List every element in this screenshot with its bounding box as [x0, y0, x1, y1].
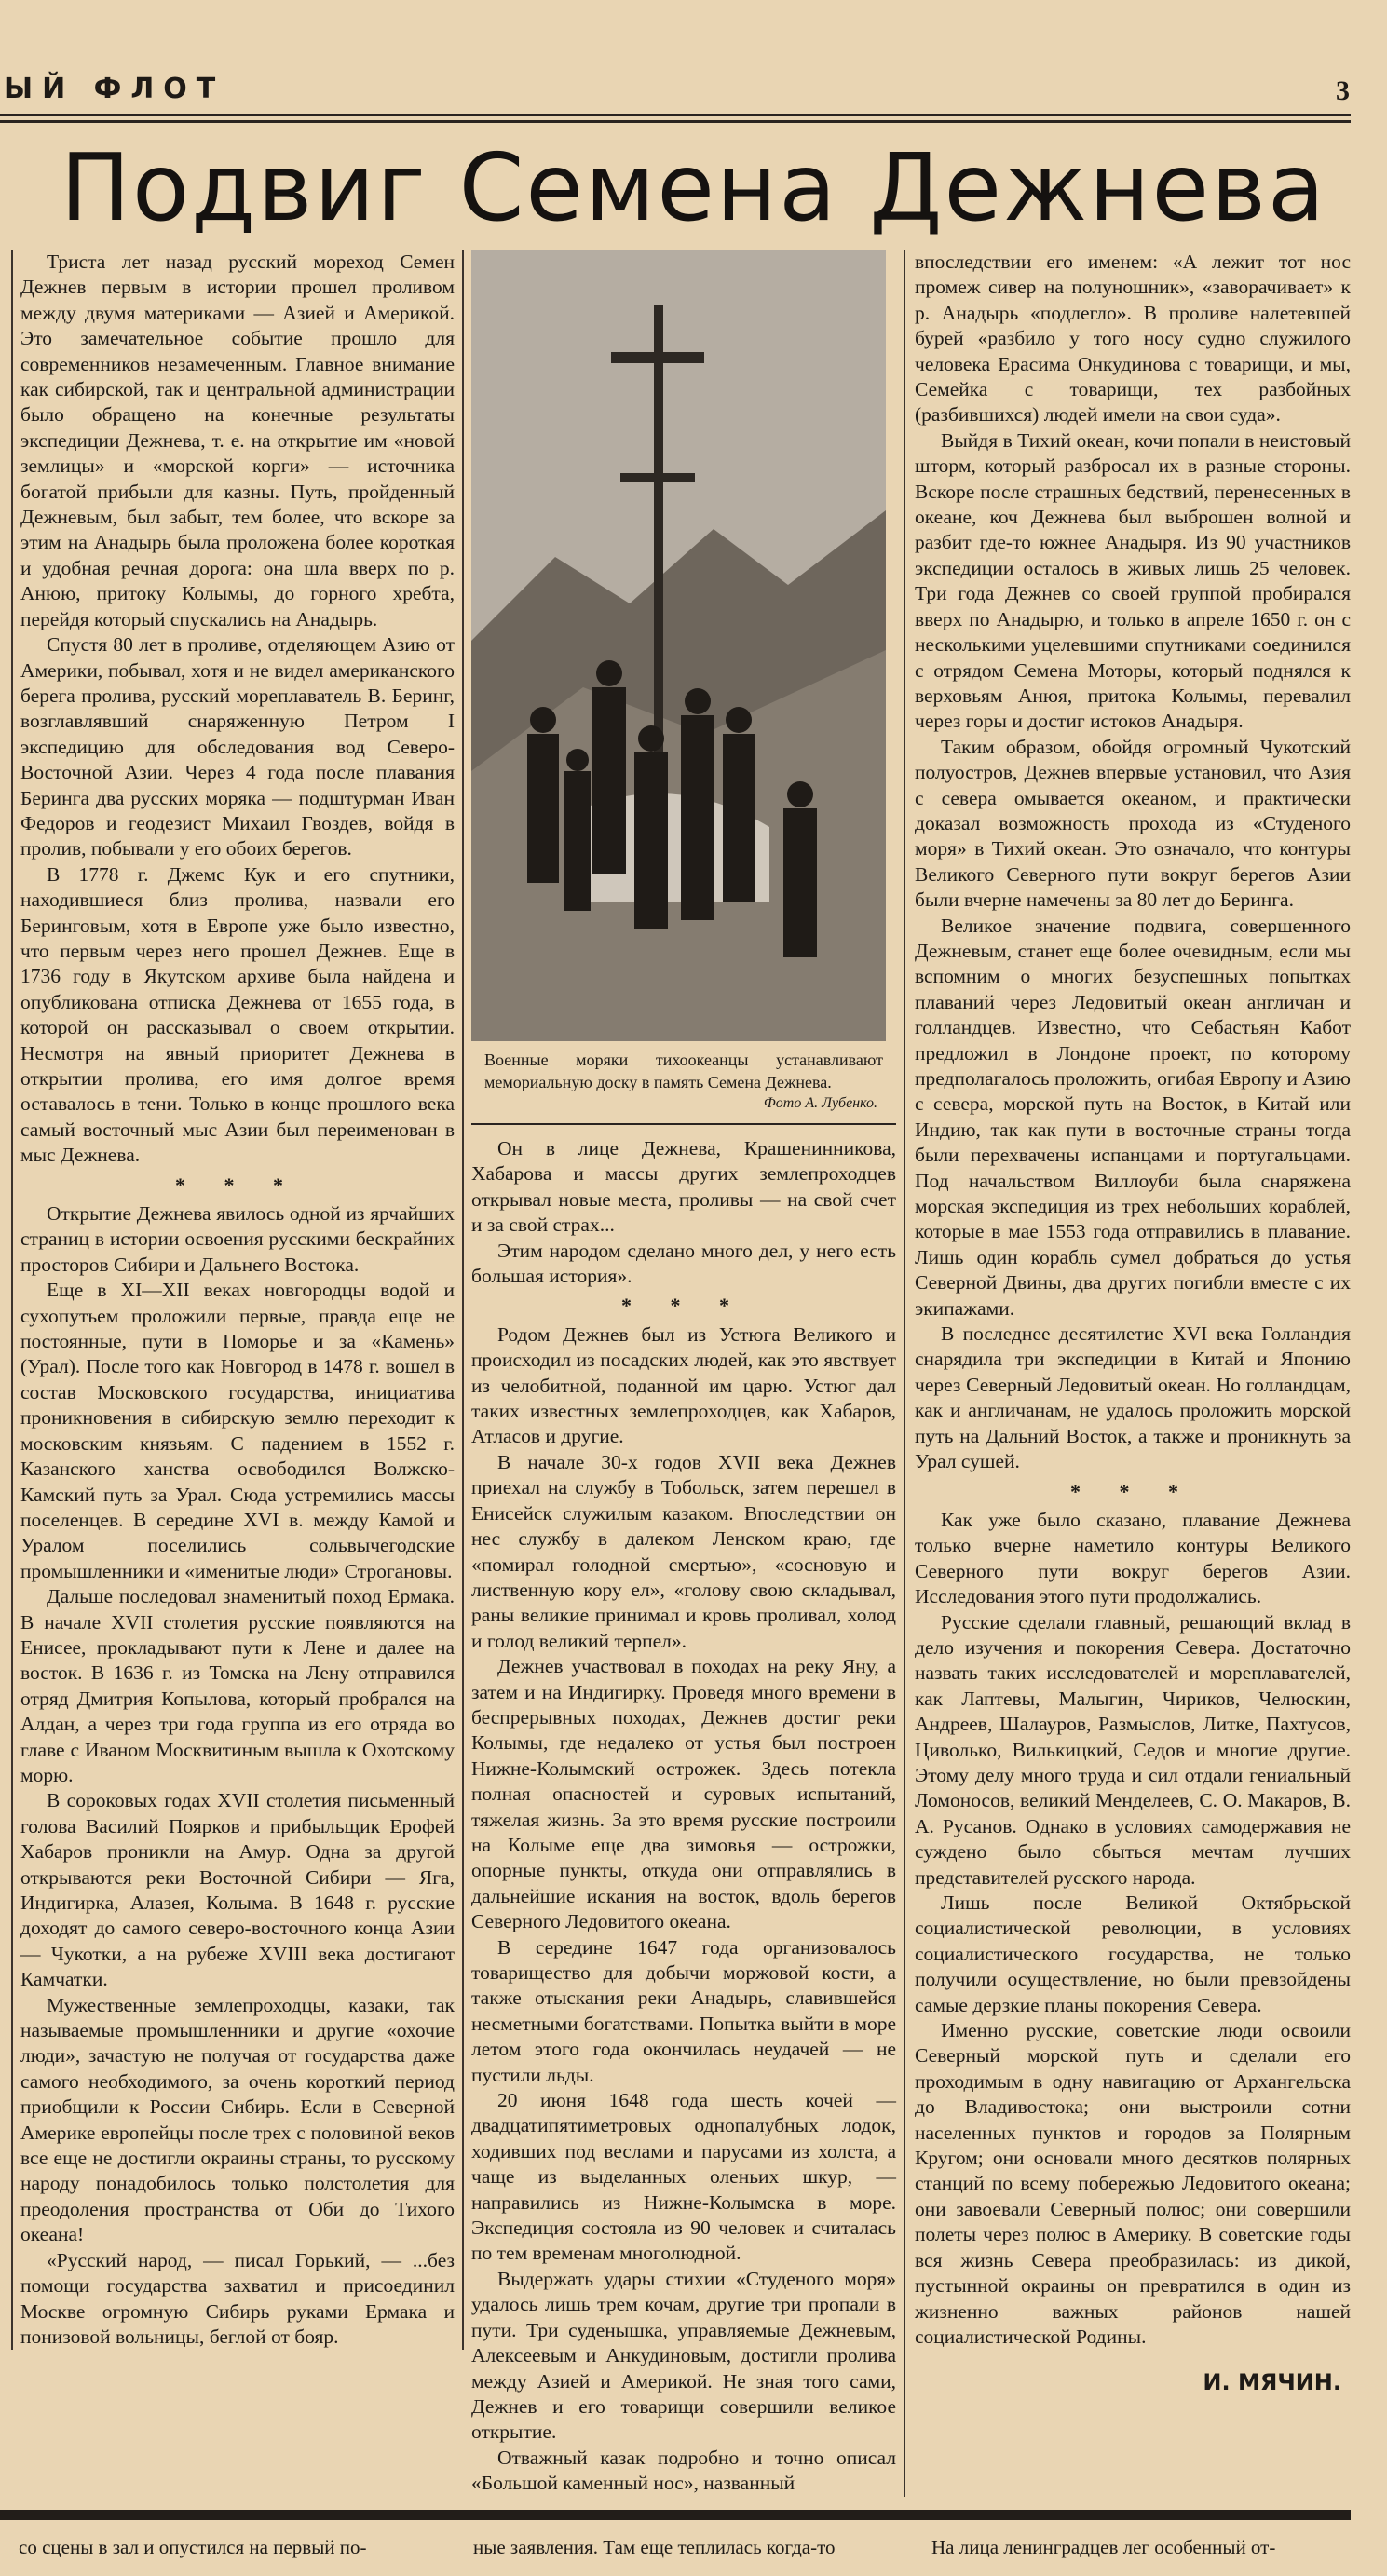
section-separator: * * * — [621, 1294, 746, 1318]
paragraph: В 1778 г. Джемс Кук и его спутники, находившиеся близ пролива, назвали его Беринговым, хотя в Европе уже было известно, что первым через него прошел Дежнев. Еще в 1736 году в Якутском архиве была найдена и опубликована отписка Дежнева от 1655 года, в которой он рассказывал о своем открытии. Несмотря на явный приоритет Дежнева в открытии пролива, его имя долгое время оставалось в тени. Только в конце прошлого века самый восточный мыс Азии был переименован в мыс Дежнева. — [20, 862, 455, 1167]
author-signature: И. МЯЧИН. — [1203, 2369, 1341, 2396]
caption-rule — [471, 1123, 896, 1125]
paragraph: Он в лице Дежнева, Крашенинникова, Хабарова и массы других землепроходцев открывал новые места, проливы — на свой счет и за свой страх... — [471, 1137, 896, 1237]
next-article-fragment: ные заявления. Там еще теплилась когда-то — [473, 2535, 836, 2558]
page-number: 3 — [1336, 75, 1350, 106]
paragraph: Лишь после Великой Октябрьской социалистической революции, в условиях социалистического государства, не только получили осуществление, но были превзойдены самые дерзкие планы покорения Севера. — [915, 1891, 1351, 2016]
paragraph: Дальше последовал знаменитый поход Ермака. В начале XVII столетия русские появляются на Енисее, прокладывают пути к Лене и далее на восток. В 1636 г. из Томска на Лену отправился отряд Дмитрия Копылова, который пробрался на Алдан, а через три года группа из его отряда во главе с Иваном Москвитиным вышла к Охотскому морю. — [20, 1585, 455, 1786]
paragraph: В сороковых годах XVII столетия письменный голова Василий Поярков и прибыльщик Ерофей Хабаров проникли на Амур. Одна за другой открываются реки Восточной Сибири — Яга, Индигирка, Алазея, Колыма. В 1648 г. русские доходят до самого северо-восточного конца Азии — Чукотки, а на рубеже XVIII века достигают Камчатки. — [20, 1789, 455, 1991]
paragraph: Именно русские, советские люди освоили Северный морской путь и сделали его проходимым в одну навигацию от Архангельска до Владивостока; они выстроили сотни населенных пунктов и городов за Полярным Кругом; они основали много десятков полярных станций по всему побережью Ледовитого океана; они завоевали Северный полюс; они совершили полеты через полюс в Америку. В советские годы вся жизнь Севера преобразилась: из дикой, пустынной окраины он превратился в один из жизненно важных районов нашей социалистической Родины. — [915, 2019, 1351, 2348]
paragraph: В начале 30-х годов XVII века Дежнев приехал на службу в Тобольск, затем перешел в Енисейск служилым казаком. Впоследствии он нес службу в далеком Ленском краю, где «помирал голодной смертью», «сосновую и лиственную кору ел», «голову свою складывал, раны великие принимал и кровь проливал, холод и голод великий терпел». — [471, 1450, 896, 1652]
paragraph: Открытие Дежнева явилось одной из ярчайших страниц в истории освоения русскими бескрайних просторов Сибири и Дальнего Востока. — [20, 1202, 455, 1276]
article-column-2 — [464, 250, 905, 2497]
section-separator: * * * — [1070, 1479, 1195, 1503]
paragraph: Еще в XI—XII веках новгородцы водой и сухопутьем проложили первые, правда еще не постоянные, пути в Поморье и за «Камень» (Урал). После того как Новгород в 1478 г. вошел в состав Московского государства, инициатива проникновения в сибирскую землю переходит к московским князьям. С падением в 1552 г. Казанского ханства освободился Волжско-Камский путь за Урал. Сюда устремились массы поселенцев. В середине XVI в. между Камой и Уралом поселились сольвычегодские промышленники и «именитые люди» Строгановы. — [20, 1279, 455, 1582]
next-article-fragment: со сцены в зал и опустился на первый по- — [19, 2535, 367, 2558]
paragraph: Триста лет назад русский мореход Семен Дежнев первым в истории прошел проливом между двумя материками — Азией и Америкой. Это замечательное событие прошло для современников незамеченным. Главное внимание как сибирской, так и центральной администрации было обращено на конечные результаты экспедиции Дежнева, т. е. на открытие им «новой землицы» и «морской корги» — источника богатой прибыли для казны. Путь, пройденный Дежневым, был забыт, тем более, что вскоре за этим на Анадырь была проложена более короткая и удобная речная дорога: она шла вверх по р. Анюю, притоку Колымы, до горного хребта, перейдя который спускались на Анадырь. — [20, 251, 455, 630]
header-rule — [0, 114, 1351, 123]
paragraph: Великое значение подвига, совершенного Дежневым, станет еще более очевидным, если мы вспомним о многих безуспешных попытках плаваний через Ледовитый океан англичан и голландцев. Известно, что Себастьян Кабот предложил в Лондоне проект, по которому предполагалось проложить, огибая Европу и Азию с севера, морской путь на Восток, в Китай или Индию, так как пути в восточные страны тогда были перехвачены испанцами и португальцами. Под начальством Виллоуби была снаряжена морская экспедиция из трех небольших кораблей, которые в мае 1553 года отправились в плавание. Лишь один корабль сумел добраться до устья Северной Двины, два других погибли вместе с их экипажами. — [915, 914, 1351, 1320]
memorial-photo — [471, 250, 886, 1041]
paragraph: Выйдя в Тихий океан, кочи попали в неистовый шторм, который разбросал их в разные стороны. Вскоре после страшных бедствий, перенесенных в океане, коч Дежнева был выброшен волной и разбит где-то южнее Анадыря. Из 90 участников экспедиции осталось в живых лишь 25 человек. Три года Дежнев со своей группой пробирался вверх по Анадырю, и только в апреле 1650 г. он с несколькими уцелевшими спутниками соединился с отрядом Семена Моторы, который поднялся к верховьям Анюя, притока Колымы, перевалил через горы и достиг истоков Анадыря. — [915, 428, 1351, 733]
photo-caption: Военные моряки тихоокеанцы устанавливают мемориальную доску в память Семена Дежнева. — [484, 1051, 883, 1091]
photo-credit: Фото А. Лубенко. — [763, 1095, 877, 1111]
paragraph: Отважный казак подробно и точно описал «Большой каменный нос», названный — [471, 2446, 896, 2495]
paragraph: Родом Дежнев был из Устюга Великого и происходил из посадских людей, как это явствует из челобитной, поданной им царю. Устюг дал таких известных землепроходцев, как Хабаров, Атласов и другие. — [471, 1322, 896, 1448]
next-article-strip — [0, 2535, 1387, 2559]
article-column-1 — [11, 250, 464, 2350]
paragraph: Русские сделали главный, решающий вклад в дело изучения и покорения Севера. Достаточно назвать таких исследователей и мореплавателей, как Лаптевы, Малыгин, Чириков, Челюскин, Андреев, Шалауров, Размыслов, Литке, Пахтусов, Циволько, Вилькицкий, Седов и многие другие. Этому делу много труда и сил отдали гениальный Ломоносов, великий Менделеев, С. О. Макаров, В. А. Русанов. Однако в условиях самодержавия не суждено было сбыться мечтам лучших представителей русского народа. — [915, 1610, 1351, 1889]
next-article-fragment: На лица ленинградцев лег особенный от- — [931, 2535, 1276, 2558]
paragraph: Таким образом, обойдя огромный Чукотский полуостров, Дежнев впервые установил, что Азия с севера омывается океаном, и практически доказал возможность прохода из «Студеного моря» в Тихий океан. Это означало, что контуры Великого Северного пути вокруг берегов Азии были вчерне намечены за 80 лет до Беринга. — [915, 735, 1351, 912]
article-columns — [0, 250, 1387, 2497]
paragraph: Дежнев участвовал в походах на реку Яну, а затем и на Индигирку. Проведя много времени в беспрерывных походах, Дежнев достиг реки Колымы, где недалеко от устья был построен Нижне-Колымский острожек. Здесь потекла полная опасностей и суровых испытаний, тяжелая жизнь. За это время русские построили на Колыме еще два зимовья — острожки, опорные пункты, откуда они отправлялись в дальнейшие искания на восток, вдоль берегов Северного Ледовитого океана. — [471, 1655, 896, 1933]
paragraph: В середине 1647 года организовалось товарищество для добычи моржовой кости, а также отыскания реки Анадырь, славившейся несметными богатствами. Попытка выйти в море летом этого года окончилась неудачей — не пустили льды. — [471, 1935, 896, 2086]
article-body — [0, 250, 1387, 2559]
bottom-rule — [0, 2510, 1351, 2520]
article-title: Подвиг Семена Дежнева — [60, 133, 1327, 242]
section-separator: * * * — [175, 1173, 300, 1197]
paragraph: Мужественные землепроходцы, казаки, так называемые промышленники и другие «охочие люди», зачастую не получая от государства даже самого необходимого, за очень короткий период приобщили к России Сибирь. Если в Северной Америке европейцы после трех с половиной веков все еще не достигли окраины страны, то русскому народу понадобилось только полстолетия для преодоления пространства от Оби до Тихого океана! — [20, 1993, 455, 2246]
paragraph: «Русский народ, — писал Горький, — ...без помощи государства захватил и присоединил Москве огромную Сибирь руками Ермака и понизовой вольницы, беглой от бояр. — [20, 2248, 455, 2348]
newspaper-name: ЫЙ ФЛОТ — [4, 73, 225, 105]
paragraph: Спустя 80 лет в проливе, отделяющем Азию от Америки, побывал, хотя и не видел американского берега пролива, русский мореплаватель В. Беринг, возглавлявший снаряженную Петром I экспедицию для обследования вод Северо-Восточной Азии. Через 4 года после плавания Беринга два русских моряка — подштурман Иван Федоров и геодезист Михаил Гвоздев, войдя в пролив, побывали у его обоих берегов. — [20, 633, 455, 861]
paragraph: 20 июня 1648 года шесть кочей — двадцатипятиметровых однопалубных лодок, ходивших под веслами и парусами из холста, а чаще из выделанных оленьих шкур, — направились из Нижне-Колымска в море. Экспедиция состояла из 90 человек и считалась по тем временам многолюдной. — [471, 2089, 896, 2265]
article-column-3 — [905, 250, 1351, 2396]
paragraph: Этим народом сделано много дел, у него есть большая история». — [471, 1239, 896, 1288]
paragraph: впоследствии его именем: «А лежит тот нос промеж сивер на полуношник», «заворачивает» к р. Анадырь «подлегло». В проливе налетевшей бурей «разбило у того носу судно служилого человека Ерасима Онкудинова с товарищи, и мы, Семейка с товарищи, тех разбойных (разбившихся) людей имели на свои суда». — [915, 251, 1351, 427]
paragraph: Выдержать удары стихии «Студеного моря» удалось лишь трем кочам, другие три пропали в пути. Три суденышка, управляемые Дежневым, Алексеевым и Анкудиновым, достигли пролива между Азией и Америкой. Не зная того сами, Дежнев и его товарищи совершили великое открытие. — [471, 2267, 896, 2444]
memorial-photo-image — [471, 250, 886, 1041]
paragraph: В последнее десятилетие XVI века Голландия снарядила три экспедиции в Китай и Японию через Северный Ледовитый океан. Но голландцам, как и англичанам, не удалось проложить морской путь на Дальний Восток, а также и проникнуть за Урал сушей. — [915, 1322, 1351, 1473]
paragraph: Как уже было сказано, плавание Дежнева только вчерне наметило контуры Великого Северного пути вокруг берегов Азии. Исследования этого пути продолжались. — [915, 1508, 1351, 1608]
